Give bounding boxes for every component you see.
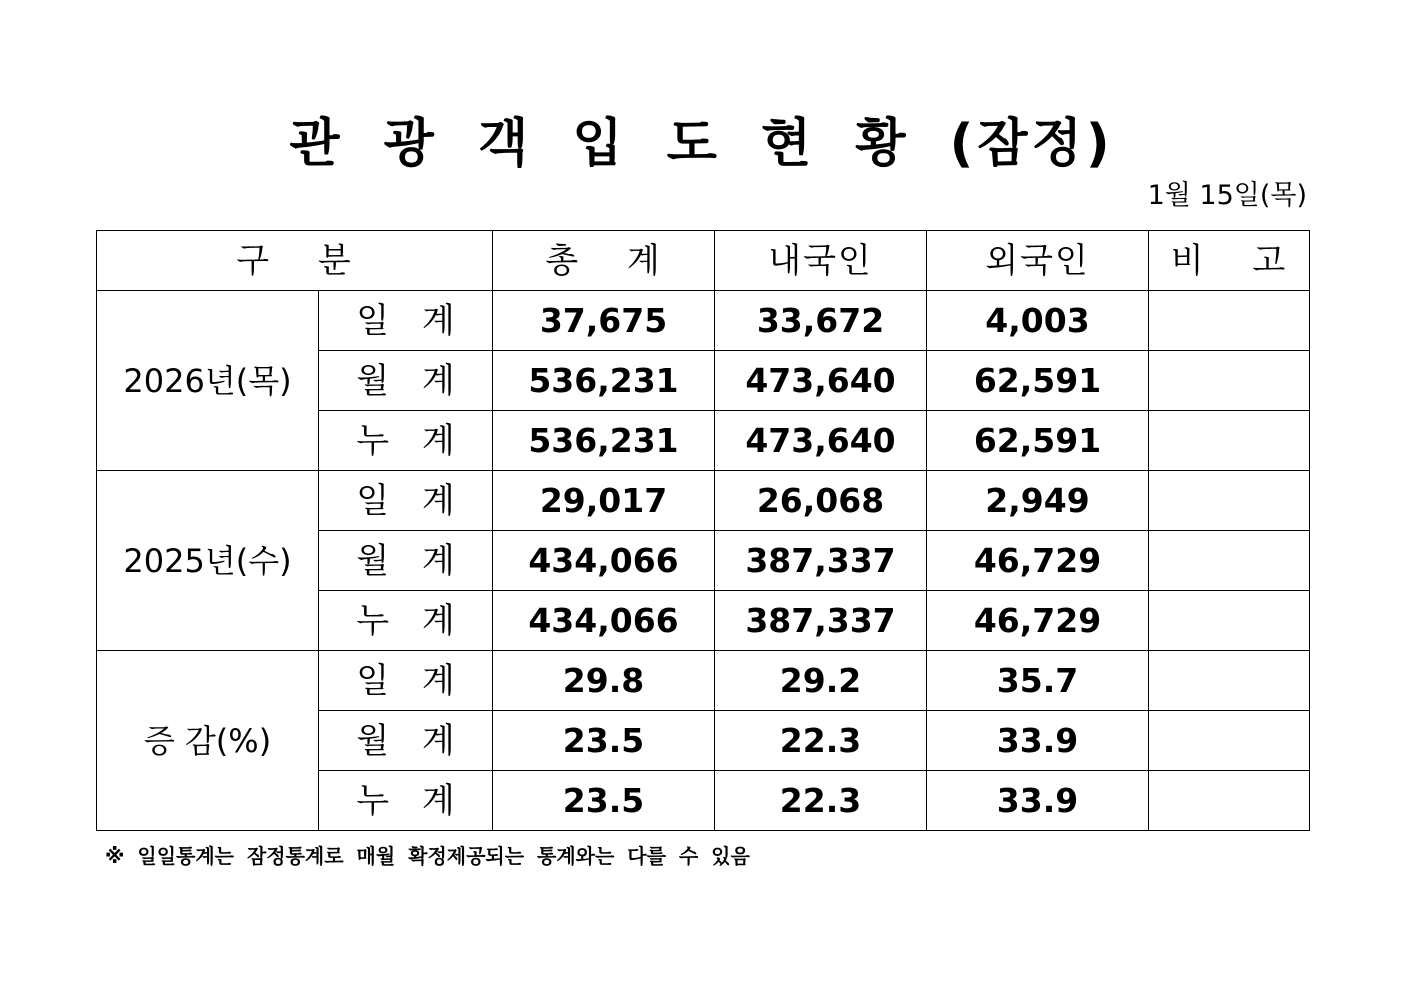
row-type: 월 계 <box>319 351 493 411</box>
header-domestic: 내국인 <box>715 231 927 291</box>
header-row <box>97 231 1310 291</box>
cell-total: 434,066 <box>493 531 715 591</box>
cell-domestic: 33,672 <box>715 291 927 351</box>
row-type: 누 계 <box>319 591 493 651</box>
table-row <box>97 651 1310 711</box>
cell-total: 536,231 <box>493 351 715 411</box>
cell-remarks <box>1149 531 1310 591</box>
cell-foreign: 2,949 <box>927 471 1149 531</box>
cell-total: 23.5 <box>493 771 715 831</box>
row-type: 월 계 <box>319 531 493 591</box>
cell-remarks <box>1149 411 1310 471</box>
cell-foreign: 33.9 <box>927 771 1149 831</box>
cell-domestic: 473,640 <box>715 411 927 471</box>
cell-foreign: 35.7 <box>927 651 1149 711</box>
row-type: 일 계 <box>319 471 493 531</box>
cell-remarks <box>1149 351 1310 411</box>
group-label-2025: 2025년(수) <box>97 471 319 651</box>
cell-domestic: 26,068 <box>715 471 927 531</box>
header-foreign: 외국인 <box>927 231 1149 291</box>
cell-domestic: 22.3 <box>715 711 927 771</box>
cell-domestic: 387,337 <box>715 591 927 651</box>
row-type: 월 계 <box>319 711 493 771</box>
cell-remarks <box>1149 291 1310 351</box>
cell-total: 434,066 <box>493 591 715 651</box>
report-date: 1월 15일(목) <box>1147 180 1307 211</box>
cell-total: 536,231 <box>493 411 715 471</box>
cell-remarks <box>1149 471 1310 531</box>
cell-domestic: 22.3 <box>715 771 927 831</box>
header-category: 구 분 <box>97 231 493 291</box>
header-total: 총 계 <box>493 231 715 291</box>
footnote: ※ 일일통계는 잠정통계로 매월 확정제공되는 통계와는 다를 수 있음 <box>105 844 750 868</box>
table-row <box>97 471 1310 531</box>
cell-foreign: 62,591 <box>927 411 1149 471</box>
row-type: 누 계 <box>319 411 493 471</box>
row-type: 일 계 <box>319 291 493 351</box>
table-row <box>97 291 1310 351</box>
page-title: 관 광 객 입 도 현 황 (잠정) <box>289 114 1114 174</box>
cell-domestic: 387,337 <box>715 531 927 591</box>
cell-remarks <box>1149 591 1310 651</box>
cell-total: 29,017 <box>493 471 715 531</box>
cell-foreign: 33.9 <box>927 711 1149 771</box>
tourist-arrivals-table <box>96 230 1310 831</box>
cell-foreign: 46,729 <box>927 591 1149 651</box>
cell-remarks <box>1149 711 1310 771</box>
cell-remarks <box>1149 651 1310 711</box>
group-label-2026: 2026년(목) <box>97 291 319 471</box>
cell-total: 29.8 <box>493 651 715 711</box>
cell-domestic: 473,640 <box>715 351 927 411</box>
group-label-change: 증 감(%) <box>97 651 319 831</box>
cell-foreign: 46,729 <box>927 531 1149 591</box>
cell-foreign: 4,003 <box>927 291 1149 351</box>
row-type: 누 계 <box>319 771 493 831</box>
cell-domestic: 29.2 <box>715 651 927 711</box>
cell-total: 37,675 <box>493 291 715 351</box>
header-remarks: 비 고 <box>1149 231 1310 291</box>
cell-foreign: 62,591 <box>927 351 1149 411</box>
row-type: 일 계 <box>319 651 493 711</box>
cell-remarks <box>1149 771 1310 831</box>
cell-total: 23.5 <box>493 711 715 771</box>
